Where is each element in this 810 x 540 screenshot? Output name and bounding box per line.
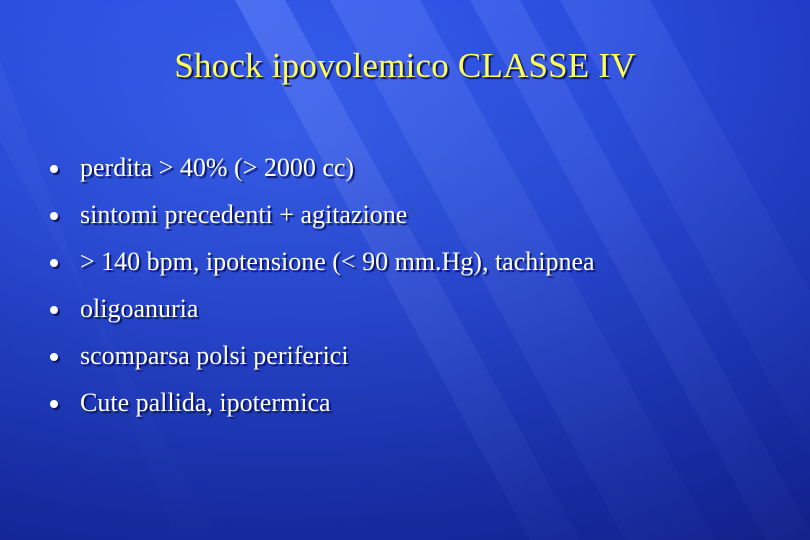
bullet-text: sintomi precedenti + agitazione (80, 200, 408, 229)
bullet-dot-icon (50, 400, 58, 408)
bullet-dot-icon (50, 306, 58, 314)
slide-title: Shock ipovolemico CLASSE IV (174, 46, 636, 85)
bullet-dot-icon (50, 353, 58, 361)
bullet-text: perdita > 40% (> 2000 cc) (80, 153, 355, 182)
bullet-dot-icon (50, 212, 58, 220)
bullet-text: oligoanuria (80, 294, 199, 323)
bullet-text: > 140 bpm, ipotensione (< 90 mm.Hg), tachipnea (80, 247, 595, 276)
bullet-text: Cute pallida, ipotermica (80, 388, 331, 417)
bullet-text: scomparsa polsi periferici (80, 341, 349, 370)
bullet-dot-icon (50, 165, 58, 173)
bullet-dot-icon (50, 259, 58, 267)
